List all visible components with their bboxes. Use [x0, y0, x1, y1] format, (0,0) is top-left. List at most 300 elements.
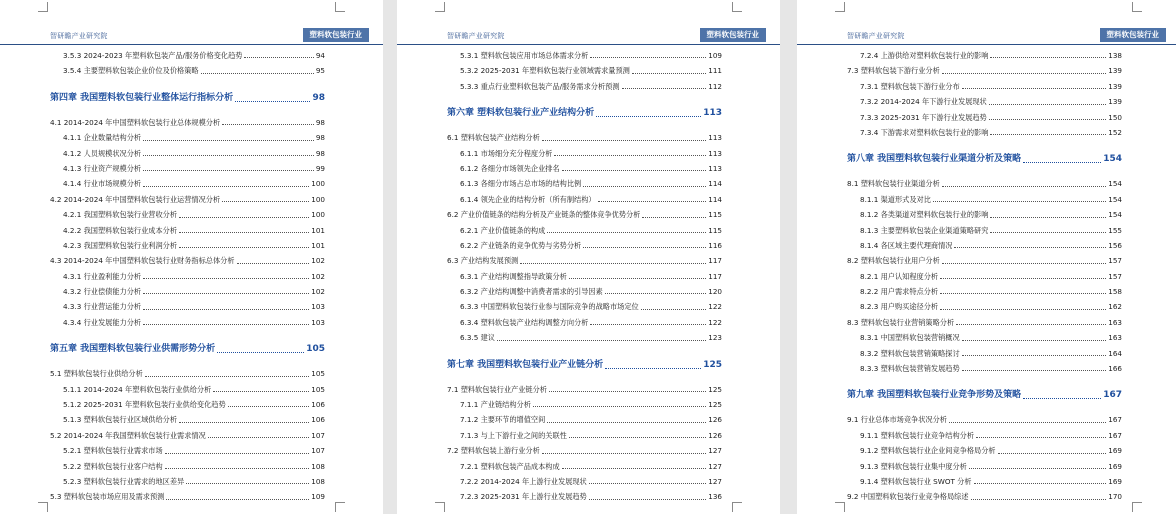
toc-dot-leader [940, 293, 1106, 294]
toc-entry-title: 第七章 我国塑料软包装行业产业链分析 [447, 359, 604, 370]
toc-entry[interactable] [50, 299, 325, 314]
toc-page-number: 109 [311, 492, 325, 502]
toc-entry[interactable] [50, 428, 325, 443]
document-page-2 [397, 0, 780, 514]
toc-dot-leader [989, 104, 1107, 105]
toc-dot-leader [1023, 398, 1101, 399]
toc-dot-leader [208, 437, 309, 438]
toc-entry[interactable] [447, 489, 722, 504]
toc-chapter-entry[interactable] [847, 384, 1122, 406]
toc-entry[interactable] [50, 48, 325, 63]
toc-page-number: 139 [1108, 66, 1122, 76]
page-header [797, 28, 1176, 45]
toc-entry[interactable] [847, 63, 1122, 78]
header-topic-badge: 塑料软包装行业 [1100, 28, 1167, 42]
crop-mark [38, 502, 48, 512]
toc-entry-title: 4.2.1 我国塑料软包装行业营收分析 [63, 210, 178, 220]
toc-entry[interactable] [50, 443, 325, 458]
toc-entry-title: 9.1.1 塑料软包装行业竞争结构分析 [860, 430, 975, 440]
toc-dot-leader [962, 340, 1107, 341]
toc-page-number: 94 [315, 50, 325, 60]
toc-entry-title: 9.1.4 塑料软包装行业 SWOT 分析 [860, 476, 972, 486]
toc-dot-leader [244, 57, 313, 58]
toc-entry-title: 4.3.3 行业营运能力分析 [63, 302, 142, 312]
toc-page-number: 167 [1103, 390, 1122, 401]
toc-page-number: 102 [311, 256, 325, 266]
toc-entry[interactable] [847, 315, 1122, 330]
header-publisher: 智研瞻产业研究院 [447, 32, 505, 40]
toc-dot-leader [583, 247, 706, 248]
toc-page-number: 136 [708, 492, 722, 502]
toc-entry[interactable] [50, 412, 325, 427]
toc-dot-leader [520, 263, 706, 264]
toc-page-number: 169 [1108, 446, 1122, 456]
toc-list [847, 48, 1122, 505]
toc-entry[interactable] [847, 110, 1122, 125]
toc-entry-title: 9.1 行业总体市场竞争状况分析 [847, 415, 947, 425]
toc-chapter-entry[interactable] [447, 354, 722, 376]
toc-entry-title: 4.3.2 行业偿债能力分析 [63, 287, 142, 297]
toc-entry-title: 第八章 我国塑料软包装行业渠道分析及策略 [847, 154, 1022, 165]
toc-entry-title: 7.3.4 下游需求对塑料软包装行业的影响 [860, 127, 989, 137]
toc-page-number: 170 [1108, 492, 1122, 502]
toc-entry[interactable] [447, 459, 722, 474]
toc-page-number: 169 [1108, 476, 1122, 486]
toc-entry-title: 8.3 塑料软包装行业营销策略分析 [847, 317, 955, 327]
toc-page-number: 127 [708, 461, 722, 471]
toc-entry-title: 8.3.1 中国塑料软包装营销概况 [860, 333, 960, 343]
toc-entry-title: 5.3 塑料软包装市场应用及需求预测 [50, 492, 165, 502]
toc-entry[interactable] [847, 299, 1122, 314]
toc-entry[interactable] [447, 48, 722, 63]
toc-entry[interactable] [847, 125, 1122, 140]
toc-dot-leader [201, 73, 314, 74]
toc-dot-leader [237, 263, 310, 264]
toc-entry[interactable] [50, 161, 325, 176]
toc-page-number: 139 [1108, 97, 1122, 107]
toc-entry-title: 9.2 中国塑料软包装行业竞争格局综述 [847, 492, 969, 502]
toc-page-number: 100 [311, 210, 325, 220]
toc-entry[interactable] [447, 192, 722, 207]
toc-page-number: 112 [708, 81, 722, 91]
toc-entry[interactable] [50, 489, 325, 504]
toc-entry-title: 8.1.1 渠道形式及对比 [860, 194, 931, 204]
toc-page-number: 101 [311, 225, 325, 235]
toc-page-number: 127 [708, 446, 722, 456]
toc-dot-leader [542, 140, 707, 141]
toc-entry[interactable] [847, 361, 1122, 376]
toc-entry[interactable] [50, 130, 325, 145]
toc-entry-title: 7.1.2 主要环节的增值空间 [460, 415, 546, 425]
toc-entry[interactable] [50, 397, 325, 412]
toc-page-number: 114 [708, 194, 722, 204]
toc-entry[interactable] [50, 382, 325, 397]
toc-page-number: 98 [315, 133, 325, 143]
toc-entry-title: 5.1.2 2025-2031 年塑料软包装行业供给变化趋势 [63, 400, 226, 410]
toc-page-number: 101 [311, 240, 325, 250]
toc-entry[interactable] [447, 474, 722, 489]
toc-dot-leader [547, 232, 706, 233]
toc-page-number: 106 [311, 415, 325, 425]
toc-dot-leader [976, 437, 1106, 438]
toc-page-number: 115 [708, 210, 722, 220]
toc-dot-leader [940, 309, 1106, 310]
toc-dot-leader [605, 368, 701, 369]
toc-page-number: 156 [1108, 240, 1122, 250]
toc-page-number: 105 [311, 369, 325, 379]
toc-entry[interactable] [847, 223, 1122, 238]
crop-mark [38, 2, 48, 12]
toc-entry[interactable] [50, 284, 325, 299]
toc-entry-title: 3.5.3 2024-2023 年塑料软包装产品/服务价格变化趋势 [63, 50, 243, 60]
toc-page-number: 117 [708, 271, 722, 281]
toc-entry-title: 6.3.4 塑料软包装产业结构调整方向分析 [460, 317, 589, 327]
toc-entry-title: 8.1 塑料软包装行业渠道分析 [847, 179, 940, 189]
toc-entry[interactable] [447, 253, 722, 268]
toc-dot-leader [583, 186, 706, 187]
toc-dot-leader [1023, 162, 1101, 163]
toc-page-number: 103 [311, 302, 325, 312]
toc-entry[interactable] [50, 115, 325, 130]
toc-entry[interactable] [847, 412, 1122, 427]
toc-entry[interactable] [847, 176, 1122, 191]
toc-entry-title: 8.3.2 塑料软包装营销策略探讨 [860, 348, 960, 358]
toc-dot-leader [143, 293, 309, 294]
toc-entry[interactable] [847, 48, 1122, 63]
toc-entry[interactable] [447, 63, 722, 78]
toc-page-number: 120 [708, 287, 722, 297]
toc-entry[interactable] [447, 146, 722, 161]
toc-page-number: 113 [703, 108, 722, 119]
toc-entry-title: 5.3.1 塑料软包装应用市场总体需求分析 [460, 50, 589, 60]
toc-dot-leader [962, 370, 1107, 371]
toc-page-number: 105 [306, 344, 325, 355]
page-header [0, 28, 383, 45]
toc-entry[interactable] [447, 397, 722, 412]
toc-entry[interactable] [847, 94, 1122, 109]
toc-dot-leader [145, 376, 310, 377]
toc-entry-title: 5.2 2014-2024 年我国塑料软包装行业需求情况 [50, 430, 206, 440]
toc-dot-leader [589, 483, 707, 484]
toc-entry-title: 7.3.3 2025-2031 年下游行业发展趋势 [860, 112, 987, 122]
toc-dot-leader [622, 88, 707, 89]
toc-page-number: 111 [708, 66, 722, 76]
toc-entry-title: 6.2 产业价值链条的结构分析及产业链条的整体竞争优势分析 [447, 210, 641, 220]
toc-entry-title: 5.1 塑料软包装行业供给分析 [50, 369, 143, 379]
toc-entry[interactable] [847, 428, 1122, 443]
toc-entry-title: 7.3.2 2014-2024 年下游行业发展现状 [860, 97, 987, 107]
toc-page-number: 162 [1108, 302, 1122, 312]
toc-entry[interactable] [447, 269, 722, 284]
toc-dot-leader [179, 422, 309, 423]
toc-entry-title: 7.2 塑料软包装上游行业分析 [447, 446, 540, 456]
toc-entry-title: 6.3.3 中国塑料软包装行业参与国际竞争的战略市场定位 [460, 302, 639, 312]
toc-page-number: 98 [315, 117, 325, 127]
toc-dot-leader [954, 247, 1106, 248]
toc-entry[interactable] [50, 253, 325, 268]
toc-entry-title: 8.2.1 用户认知程度分析 [860, 271, 939, 281]
toc-page-number: 102 [311, 287, 325, 297]
toc-entry[interactable] [447, 330, 722, 345]
toc-dot-leader [217, 352, 304, 353]
crop-mark [1132, 2, 1142, 12]
toc-entry[interactable] [847, 253, 1122, 268]
toc-entry-title: 4.2 2014-2024 年中国塑料软包装行业运营情况分析 [50, 194, 221, 204]
toc-dot-leader [590, 324, 706, 325]
toc-page-number: 152 [1108, 127, 1122, 137]
toc-dot-leader [989, 119, 1107, 120]
toc-entry-title: 8.1.2 各类渠道对塑料软包装行业的影响 [860, 210, 989, 220]
toc-entry[interactable] [447, 284, 722, 299]
toc-dot-leader [165, 468, 310, 469]
toc-entry[interactable] [447, 299, 722, 314]
toc-page-number: 100 [311, 194, 325, 204]
toc-dot-leader [179, 232, 309, 233]
toc-entry[interactable] [447, 161, 722, 176]
toc-dot-leader [143, 170, 314, 171]
toc-entry-title: 6.1.4 领先企业的结构分析（所有制结构） [460, 194, 596, 204]
toc-dot-leader [186, 483, 309, 484]
document-page-3 [797, 0, 1176, 514]
toc-entry-title: 7.2.1 塑料软包装产品成本构成 [460, 461, 560, 471]
toc-page-number: 109 [708, 50, 722, 60]
toc-dot-leader [942, 186, 1107, 187]
toc-entry-title: 7.3 塑料软包装下游行业分析 [847, 66, 940, 76]
toc-dot-leader [235, 101, 310, 102]
header-topic-badge: 塑料软包装行业 [700, 28, 767, 42]
toc-page-number: 108 [311, 461, 325, 471]
toc-entry[interactable] [447, 130, 722, 145]
toc-dot-leader [554, 155, 706, 156]
toc-page-number: 125 [708, 400, 722, 410]
toc-entry-title: 8.2.3 用户购买途径分析 [860, 302, 939, 312]
toc-page-number: 167 [1108, 415, 1122, 425]
toc-dot-leader [974, 483, 1107, 484]
toc-entry[interactable] [847, 284, 1122, 299]
toc-entry-title: 6.3.1 产业结构调整指导政策分析 [460, 271, 567, 281]
crop-mark [835, 2, 845, 12]
toc-page-number: 157 [1108, 271, 1122, 281]
toc-entry-title: 7.1.3 与上下游行业之间的关联性 [460, 430, 567, 440]
toc-entry-title: 第四章 我国塑料软包装行业整体运行指标分析 [50, 92, 234, 103]
toc-page-number: 106 [311, 400, 325, 410]
toc-dot-leader [605, 293, 707, 294]
toc-page-number: 166 [1108, 364, 1122, 374]
toc-entry-title: 4.1.3 行业资产规模分析 [63, 163, 142, 173]
toc-entry[interactable] [447, 238, 722, 253]
toc-entry-title: 7.2.2 2014-2024 年上游行业发展现状 [460, 476, 587, 486]
toc-entry[interactable] [50, 269, 325, 284]
toc-dot-leader [143, 155, 314, 156]
toc-entry[interactable] [447, 79, 722, 94]
toc-entry[interactable] [447, 176, 722, 191]
toc-page-number: 113 [708, 133, 722, 143]
toc-entry[interactable] [447, 207, 722, 222]
toc-dot-leader [598, 201, 707, 202]
toc-entry[interactable] [50, 238, 325, 253]
toc-entry-title: 9.1.3 塑料软包装行业集中度分析 [860, 461, 967, 471]
toc-dot-leader [497, 340, 706, 341]
toc-page-number: 154 [1108, 210, 1122, 220]
toc-page-number: 127 [708, 476, 722, 486]
toc-page-number: 99 [315, 163, 325, 173]
toc-dot-leader [641, 309, 707, 310]
document-page-1 [0, 0, 383, 514]
toc-entry[interactable] [50, 459, 325, 474]
toc-entry[interactable] [50, 474, 325, 489]
toc-dot-leader [971, 499, 1107, 500]
toc-entry-title: 5.3.2 2025-2031 年塑料软包装行业领域需求量预测 [460, 66, 630, 76]
crop-mark [435, 2, 445, 12]
toc-entry[interactable] [50, 315, 325, 330]
toc-entry-title: 6.2.2 产业链条的竞争优势与劣势分析 [460, 240, 582, 250]
toc-entry-title: 7.1.1 产业链结构分析 [460, 400, 531, 410]
toc-entry[interactable] [847, 207, 1122, 222]
toc-entry-title: 7.1 塑料软包装行业产业链分析 [447, 384, 547, 394]
toc-entry[interactable] [847, 192, 1122, 207]
toc-entry[interactable] [847, 269, 1122, 284]
toc-entry[interactable] [447, 412, 722, 427]
toc-entry[interactable] [847, 238, 1122, 253]
toc-page-number: 105 [311, 384, 325, 394]
toc-dot-leader [990, 134, 1106, 135]
toc-entry[interactable] [50, 176, 325, 191]
toc-dot-leader [143, 278, 309, 279]
toc-dot-leader [533, 406, 706, 407]
toc-page-number: 154 [1103, 154, 1122, 165]
toc-dot-leader [222, 201, 309, 202]
toc-entry[interactable] [447, 315, 722, 330]
toc-dot-leader [222, 124, 314, 125]
toc-entry[interactable] [447, 443, 722, 458]
toc-entry[interactable] [50, 366, 325, 381]
toc-dot-leader [940, 278, 1106, 279]
toc-dot-leader [547, 422, 706, 423]
toc-entry-title: 6.1.3 各细分市场占总市场的结构比例 [460, 179, 582, 189]
crop-mark [835, 502, 845, 512]
toc-entry[interactable] [847, 489, 1122, 504]
toc-page-number: 157 [1108, 256, 1122, 266]
toc-entry-title: 4.3.4 行业发展能力分析 [63, 317, 142, 327]
toc-entry-title: 4.2.3 我国塑料软包装行业利润分析 [63, 240, 178, 250]
toc-entry-title: 7.3.1 塑料软包装下游行业分布 [860, 81, 960, 91]
toc-dot-leader [956, 324, 1106, 325]
toc-dot-leader [143, 140, 314, 141]
toc-dot-leader [990, 217, 1106, 218]
toc-page-number: 167 [1108, 430, 1122, 440]
toc-entry[interactable] [50, 192, 325, 207]
toc-dot-leader [632, 73, 706, 74]
toc-entry-title: 8.1.4 各区域主要代理商情况 [860, 240, 953, 250]
toc-page-number: 123 [708, 333, 722, 343]
toc-dot-leader [143, 186, 309, 187]
toc-page-number: 113 [708, 148, 722, 158]
toc-entry-title: 3.5.4 主要塑料软包装企业价位及价格策略 [63, 66, 199, 76]
toc-page-number: 100 [311, 179, 325, 189]
toc-dot-leader [590, 57, 706, 58]
toc-dot-leader [213, 391, 309, 392]
toc-page-number: 98 [312, 92, 325, 103]
toc-dot-leader [942, 263, 1107, 264]
toc-entry-title: 6.3.5 建议 [460, 333, 495, 343]
toc-page-number: 125 [708, 384, 722, 394]
toc-chapter-entry[interactable] [50, 338, 325, 360]
toc-chapter-entry[interactable] [847, 148, 1122, 170]
toc-entry[interactable] [847, 474, 1122, 489]
toc-dot-leader [589, 499, 707, 500]
toc-dot-leader [990, 232, 1106, 233]
toc-page-number: 114 [708, 179, 722, 189]
toc-page-number: 139 [1108, 81, 1122, 91]
toc-dot-leader [562, 170, 707, 171]
toc-page-number: 102 [311, 271, 325, 281]
toc-page-number: 125 [703, 359, 722, 370]
toc-page-number: 103 [311, 317, 325, 327]
header-publisher: 智研瞻产业研究院 [847, 32, 905, 40]
toc-entry-title: 5.2.1 塑料软包装行业需求市场 [63, 446, 163, 456]
toc-page-number: 108 [311, 476, 325, 486]
toc-page-number: 163 [1108, 317, 1122, 327]
toc-chapter-entry[interactable] [50, 87, 325, 109]
toc-dot-leader [998, 453, 1107, 454]
toc-entry-title: 5.1.1 2014-2024 年塑料软包装行业供给分析 [63, 384, 212, 394]
toc-dot-leader [179, 247, 309, 248]
toc-page-number: 122 [708, 317, 722, 327]
crop-mark [435, 502, 445, 512]
toc-entry[interactable] [847, 443, 1122, 458]
toc-dot-leader [165, 453, 310, 454]
toc-entry-title: 9.1.2 塑料软包装行业企业间竞争格局分析 [860, 446, 996, 456]
toc-entry-title: 第六章 塑料软包装行业产业结构分析 [447, 108, 595, 119]
toc-page-number: 95 [315, 66, 325, 76]
toc-page-number: 117 [708, 256, 722, 266]
toc-entry[interactable] [50, 63, 325, 78]
toc-entry[interactable] [447, 428, 722, 443]
toc-entry-title: 8.2 塑料软包装行业用户分析 [847, 256, 940, 266]
toc-entry[interactable] [447, 382, 722, 397]
toc-page-number: 113 [708, 163, 722, 173]
toc-page-number: 98 [315, 148, 325, 158]
crop-mark [1132, 502, 1142, 512]
toc-entry[interactable] [847, 346, 1122, 361]
toc-entry-title: 5.3.3 重点行业塑料软包装产品/服务需求分析预测 [460, 81, 620, 91]
toc-page-number: 169 [1108, 461, 1122, 471]
toc-entry-title: 6.3.2 产业结构调整中消费者需求的引导因素 [460, 287, 603, 297]
toc-dot-leader [228, 406, 310, 407]
toc-dot-leader [933, 201, 1106, 202]
toc-entry-title: 5.2.2 塑料软包装行业客户结构 [63, 461, 163, 471]
toc-entry[interactable] [847, 459, 1122, 474]
toc-entry[interactable] [847, 79, 1122, 94]
toc-page-number: 126 [708, 430, 722, 440]
toc-entry[interactable] [50, 146, 325, 161]
toc-chapter-entry[interactable] [447, 102, 722, 124]
toc-entry[interactable] [50, 207, 325, 222]
toc-entry-title: 6.1 塑料软包装产业结构分析 [447, 133, 540, 143]
toc-entry[interactable] [50, 223, 325, 238]
toc-entry-title: 4.2.2 我国塑料软包装行业成本分析 [63, 225, 178, 235]
toc-entry-title: 4.3 2014-2024 年中国塑料软包装行业财务指标总体分析 [50, 256, 235, 266]
toc-dot-leader [542, 453, 707, 454]
toc-entry[interactable] [447, 223, 722, 238]
toc-dot-leader [596, 116, 701, 117]
crop-mark [335, 502, 345, 512]
toc-entry[interactable] [847, 330, 1122, 345]
crop-mark [732, 502, 742, 512]
toc-entry-title: 7.2.4 上游供给对塑料软包装行业的影响 [860, 50, 989, 60]
toc-entry-title: 5.1.3 塑料软包装行业区域供给分析 [63, 415, 178, 425]
toc-entry-title: 4.1.4 行业市场规模分析 [63, 179, 142, 189]
